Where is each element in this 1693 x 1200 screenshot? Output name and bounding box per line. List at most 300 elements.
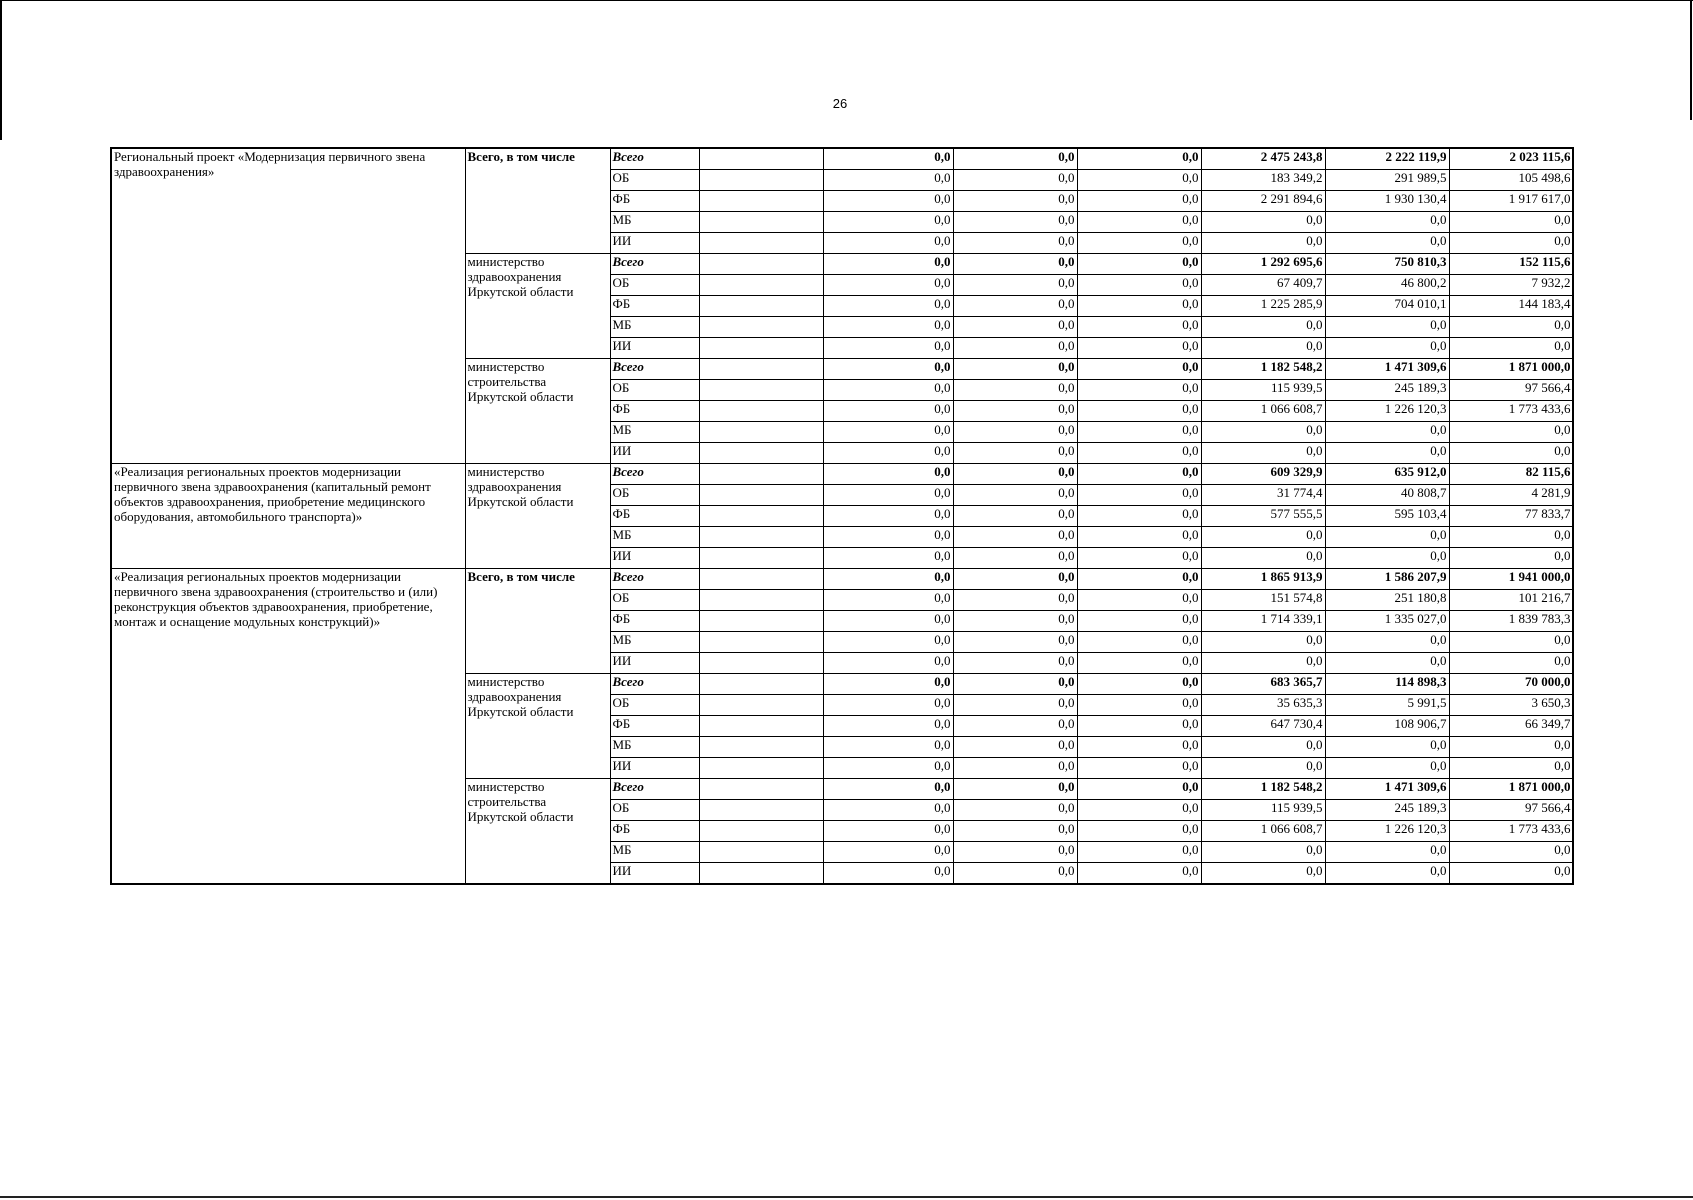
value-cell: 0,0 xyxy=(823,212,953,233)
value-cell: 152 115,6 xyxy=(1449,254,1573,275)
empty-cell xyxy=(699,191,823,212)
value-cell: 0,0 xyxy=(1325,338,1449,359)
value-cell: 0,0 xyxy=(1077,275,1201,296)
value-cell: 1 714 339,1 xyxy=(1201,611,1325,632)
executor-cell: министерство здравоохранения Иркутской области xyxy=(465,254,610,359)
value-cell: 0,0 xyxy=(1201,863,1325,885)
value-cell: 0,0 xyxy=(1325,863,1449,885)
value-cell: 0,0 xyxy=(823,359,953,380)
value-cell: 151 574,8 xyxy=(1201,590,1325,611)
value-cell: 0,0 xyxy=(1449,863,1573,885)
value-cell: 0,0 xyxy=(1325,758,1449,779)
empty-cell xyxy=(699,317,823,338)
table-body xyxy=(111,148,1573,884)
value-cell: 251 180,8 xyxy=(1325,590,1449,611)
value-cell: 0,0 xyxy=(953,527,1077,548)
value-cell: 750 810,3 xyxy=(1325,254,1449,275)
empty-cell xyxy=(699,758,823,779)
value-cell: 0,0 xyxy=(1449,632,1573,653)
value-cell: 0,0 xyxy=(823,296,953,317)
value-cell: 0,0 xyxy=(953,401,1077,422)
source-type-cell: ОБ xyxy=(610,590,699,611)
project-name-cell: Региональный проект «Модернизация первичного звена здравоохранения» xyxy=(111,148,465,464)
value-cell: 0,0 xyxy=(1449,443,1573,464)
value-cell: 595 103,4 xyxy=(1325,506,1449,527)
value-cell: 183 349,2 xyxy=(1201,170,1325,191)
value-cell: 115 939,5 xyxy=(1201,800,1325,821)
source-type-cell: МБ xyxy=(610,317,699,338)
value-cell: 0,0 xyxy=(1325,233,1449,254)
value-cell: 1 917 617,0 xyxy=(1449,191,1573,212)
value-cell: 609 329,9 xyxy=(1201,464,1325,485)
page-number: 26 xyxy=(832,96,848,111)
executor-cell: министерство здравоохранения Иркутской области xyxy=(465,674,610,779)
value-cell: 115 939,5 xyxy=(1201,380,1325,401)
source-type-cell: ОБ xyxy=(610,800,699,821)
value-cell: 291 989,5 xyxy=(1325,170,1449,191)
value-cell: 0,0 xyxy=(823,317,953,338)
value-cell: 0,0 xyxy=(953,485,1077,506)
executor-cell: Всего, в том числе xyxy=(465,148,610,254)
source-type-cell: ИИ xyxy=(610,233,699,254)
value-cell: 0,0 xyxy=(1077,464,1201,485)
value-cell: 0,0 xyxy=(1077,338,1201,359)
empty-cell xyxy=(699,821,823,842)
empty-cell xyxy=(699,737,823,758)
value-cell: 0,0 xyxy=(1077,758,1201,779)
value-cell: 0,0 xyxy=(1449,737,1573,758)
executor-cell: министерство здравоохранения Иркутской области xyxy=(465,464,610,569)
empty-cell xyxy=(699,674,823,695)
empty-cell xyxy=(699,863,823,885)
value-cell: 1 066 608,7 xyxy=(1201,821,1325,842)
value-cell: 0,0 xyxy=(823,443,953,464)
value-cell: 2 222 119,9 xyxy=(1325,148,1449,170)
value-cell: 0,0 xyxy=(823,674,953,695)
value-cell: 0,0 xyxy=(823,569,953,590)
value-cell: 0,0 xyxy=(1325,527,1449,548)
source-type-cell: ИИ xyxy=(610,443,699,464)
value-cell: 0,0 xyxy=(953,464,1077,485)
value-cell: 0,0 xyxy=(1325,737,1449,758)
value-cell: 0,0 xyxy=(823,611,953,632)
value-cell: 0,0 xyxy=(953,254,1077,275)
scan-right-mark xyxy=(1690,0,1692,120)
value-cell: 0,0 xyxy=(1077,863,1201,885)
table-row xyxy=(111,464,1573,485)
value-cell: 0,0 xyxy=(823,779,953,800)
value-cell: 1 182 548,2 xyxy=(1201,779,1325,800)
value-cell: 0,0 xyxy=(953,338,1077,359)
value-cell: 0,0 xyxy=(953,506,1077,527)
value-cell: 0,0 xyxy=(1077,548,1201,569)
value-cell: 0,0 xyxy=(823,233,953,254)
value-cell: 704 010,1 xyxy=(1325,296,1449,317)
empty-cell xyxy=(699,401,823,422)
value-cell: 2 291 894,6 xyxy=(1201,191,1325,212)
value-cell: 1 941 000,0 xyxy=(1449,569,1573,590)
value-cell: 144 183,4 xyxy=(1449,296,1573,317)
value-cell: 0,0 xyxy=(823,758,953,779)
value-cell: 0,0 xyxy=(953,842,1077,863)
executor-cell: Всего, в том числе xyxy=(465,569,610,674)
source-type-cell: ИИ xyxy=(610,758,699,779)
value-cell: 0,0 xyxy=(823,548,953,569)
value-cell: 0,0 xyxy=(1449,527,1573,548)
empty-cell xyxy=(699,338,823,359)
value-cell: 0,0 xyxy=(1325,653,1449,674)
value-cell: 0,0 xyxy=(1077,148,1201,170)
value-cell: 67 409,7 xyxy=(1201,275,1325,296)
value-cell: 0,0 xyxy=(823,821,953,842)
value-cell: 0,0 xyxy=(1077,296,1201,317)
value-cell: 101 216,7 xyxy=(1449,590,1573,611)
value-cell: 0,0 xyxy=(953,148,1077,170)
source-type-cell: МБ xyxy=(610,527,699,548)
value-cell: 0,0 xyxy=(1449,233,1573,254)
value-cell: 0,0 xyxy=(823,863,953,885)
value-cell: 0,0 xyxy=(1201,653,1325,674)
value-cell: 0,0 xyxy=(823,170,953,191)
empty-cell xyxy=(699,464,823,485)
value-cell: 0,0 xyxy=(1201,443,1325,464)
project-name-cell: «Реализация региональных проектов модернизации первичного звена здравоохранения (строительство и (или) реконструкция объектов здравоохранения, приобретение, монтаж и оснащение модульных конструкций)» xyxy=(111,569,465,885)
value-cell: 1 226 120,3 xyxy=(1325,401,1449,422)
value-cell: 0,0 xyxy=(953,317,1077,338)
value-cell: 0,0 xyxy=(1077,842,1201,863)
source-type-cell: ФБ xyxy=(610,716,699,737)
value-cell: 0,0 xyxy=(1201,842,1325,863)
value-cell: 0,0 xyxy=(1449,842,1573,863)
source-type-cell: ФБ xyxy=(610,506,699,527)
source-type-cell: ИИ xyxy=(610,548,699,569)
value-cell: 0,0 xyxy=(1077,401,1201,422)
value-cell: 1 182 548,2 xyxy=(1201,359,1325,380)
value-cell: 0,0 xyxy=(1449,548,1573,569)
value-cell: 1 471 309,6 xyxy=(1325,779,1449,800)
scan-left-mark xyxy=(0,0,2,140)
empty-cell xyxy=(699,653,823,674)
source-type-cell: ИИ xyxy=(610,863,699,885)
value-cell: 0,0 xyxy=(953,590,1077,611)
value-cell: 0,0 xyxy=(1325,422,1449,443)
value-cell: 77 833,7 xyxy=(1449,506,1573,527)
value-cell: 0,0 xyxy=(1077,569,1201,590)
value-cell: 105 498,6 xyxy=(1449,170,1573,191)
value-cell: 0,0 xyxy=(823,695,953,716)
value-cell: 0,0 xyxy=(1201,527,1325,548)
value-cell: 0,0 xyxy=(953,380,1077,401)
source-type-cell: Всего xyxy=(610,674,699,695)
value-cell: 0,0 xyxy=(823,842,953,863)
value-cell: 2 023 115,6 xyxy=(1449,148,1573,170)
value-cell: 0,0 xyxy=(953,443,1077,464)
value-cell: 66 349,7 xyxy=(1449,716,1573,737)
empty-cell xyxy=(699,254,823,275)
value-cell: 0,0 xyxy=(1077,485,1201,506)
value-cell: 0,0 xyxy=(1201,548,1325,569)
executor-cell: министерство строительства Иркутской области xyxy=(465,779,610,885)
value-cell: 0,0 xyxy=(953,569,1077,590)
value-cell: 1 586 207,9 xyxy=(1325,569,1449,590)
executor-cell: министерство строительства Иркутской области xyxy=(465,359,610,464)
value-cell: 0,0 xyxy=(953,758,1077,779)
empty-cell xyxy=(699,611,823,632)
value-cell: 0,0 xyxy=(823,338,953,359)
value-cell: 0,0 xyxy=(953,863,1077,885)
value-cell: 0,0 xyxy=(1201,422,1325,443)
value-cell: 0,0 xyxy=(953,737,1077,758)
value-cell: 0,0 xyxy=(823,632,953,653)
empty-cell xyxy=(699,800,823,821)
value-cell: 0,0 xyxy=(1201,233,1325,254)
source-type-cell: Всего xyxy=(610,254,699,275)
value-cell: 0,0 xyxy=(1449,317,1573,338)
source-type-cell: ИИ xyxy=(610,653,699,674)
empty-cell xyxy=(699,148,823,170)
scan-top-border xyxy=(0,0,1693,1)
value-cell: 0,0 xyxy=(953,548,1077,569)
value-cell: 0,0 xyxy=(1077,632,1201,653)
value-cell: 0,0 xyxy=(823,254,953,275)
value-cell: 0,0 xyxy=(953,674,1077,695)
empty-cell xyxy=(699,422,823,443)
value-cell: 0,0 xyxy=(1325,548,1449,569)
value-cell: 635 912,0 xyxy=(1325,464,1449,485)
budget-table xyxy=(110,147,1574,885)
value-cell: 0,0 xyxy=(1325,443,1449,464)
value-cell: 1 773 433,6 xyxy=(1449,401,1573,422)
value-cell: 0,0 xyxy=(1077,191,1201,212)
value-cell: 0,0 xyxy=(1201,212,1325,233)
value-cell: 0,0 xyxy=(823,275,953,296)
value-cell: 97 566,4 xyxy=(1449,800,1573,821)
empty-cell xyxy=(699,527,823,548)
value-cell: 1 335 027,0 xyxy=(1325,611,1449,632)
source-type-cell: Всего xyxy=(610,464,699,485)
source-type-cell: МБ xyxy=(610,737,699,758)
value-cell: 0,0 xyxy=(953,170,1077,191)
value-cell: 1 839 783,3 xyxy=(1449,611,1573,632)
value-cell: 0,0 xyxy=(953,821,1077,842)
value-cell: 0,0 xyxy=(823,148,953,170)
value-cell: 0,0 xyxy=(1077,233,1201,254)
value-cell: 0,0 xyxy=(1077,653,1201,674)
empty-cell xyxy=(699,695,823,716)
value-cell: 0,0 xyxy=(1449,422,1573,443)
empty-cell xyxy=(699,506,823,527)
value-cell: 1 471 309,6 xyxy=(1325,359,1449,380)
value-cell: 1 292 695,6 xyxy=(1201,254,1325,275)
value-cell: 0,0 xyxy=(823,464,953,485)
value-cell: 0,0 xyxy=(823,485,953,506)
empty-cell xyxy=(699,716,823,737)
value-cell: 0,0 xyxy=(1201,317,1325,338)
value-cell: 0,0 xyxy=(1077,443,1201,464)
value-cell: 577 555,5 xyxy=(1201,506,1325,527)
value-cell: 0,0 xyxy=(1077,380,1201,401)
scan-bottom-border xyxy=(0,1196,1693,1198)
value-cell: 0,0 xyxy=(953,632,1077,653)
value-cell: 46 800,2 xyxy=(1325,275,1449,296)
value-cell: 114 898,3 xyxy=(1325,674,1449,695)
empty-cell xyxy=(699,296,823,317)
source-type-cell: ФБ xyxy=(610,611,699,632)
source-type-cell: ФБ xyxy=(610,821,699,842)
source-type-cell: ФБ xyxy=(610,191,699,212)
value-cell: 0,0 xyxy=(1077,674,1201,695)
value-cell: 0,0 xyxy=(953,695,1077,716)
value-cell: 0,0 xyxy=(1325,632,1449,653)
empty-cell xyxy=(699,569,823,590)
value-cell: 0,0 xyxy=(1201,338,1325,359)
value-cell: 0,0 xyxy=(823,800,953,821)
value-cell: 0,0 xyxy=(1077,779,1201,800)
source-type-cell: Всего xyxy=(610,779,699,800)
value-cell: 683 365,7 xyxy=(1201,674,1325,695)
value-cell: 0,0 xyxy=(953,191,1077,212)
source-type-cell: Всего xyxy=(610,359,699,380)
value-cell: 0,0 xyxy=(1077,359,1201,380)
value-cell: 0,0 xyxy=(1077,695,1201,716)
value-cell: 0,0 xyxy=(953,296,1077,317)
value-cell: 82 115,6 xyxy=(1449,464,1573,485)
value-cell: 31 774,4 xyxy=(1201,485,1325,506)
value-cell: 1 066 608,7 xyxy=(1201,401,1325,422)
value-cell: 0,0 xyxy=(1325,842,1449,863)
value-cell: 97 566,4 xyxy=(1449,380,1573,401)
value-cell: 0,0 xyxy=(1449,338,1573,359)
source-type-cell: МБ xyxy=(610,632,699,653)
value-cell: 0,0 xyxy=(1077,611,1201,632)
empty-cell xyxy=(699,212,823,233)
value-cell: 0,0 xyxy=(823,422,953,443)
value-cell: 0,0 xyxy=(1449,758,1573,779)
empty-cell xyxy=(699,842,823,863)
value-cell: 0,0 xyxy=(823,716,953,737)
source-type-cell: Всего xyxy=(610,148,699,170)
value-cell: 7 932,2 xyxy=(1449,275,1573,296)
value-cell: 5 991,5 xyxy=(1325,695,1449,716)
source-type-cell: МБ xyxy=(610,422,699,443)
empty-cell xyxy=(699,548,823,569)
value-cell: 0,0 xyxy=(1077,317,1201,338)
value-cell: 0,0 xyxy=(953,422,1077,443)
value-cell: 1 871 000,0 xyxy=(1449,779,1573,800)
source-type-cell: Всего xyxy=(610,569,699,590)
source-type-cell: МБ xyxy=(610,212,699,233)
value-cell: 0,0 xyxy=(1077,737,1201,758)
value-cell: 4 281,9 xyxy=(1449,485,1573,506)
source-type-cell: ОБ xyxy=(610,170,699,191)
value-cell: 0,0 xyxy=(1077,800,1201,821)
value-cell: 0,0 xyxy=(1325,317,1449,338)
source-type-cell: ОБ xyxy=(610,275,699,296)
value-cell: 0,0 xyxy=(823,506,953,527)
value-cell: 0,0 xyxy=(1077,821,1201,842)
value-cell: 108 906,7 xyxy=(1325,716,1449,737)
value-cell: 0,0 xyxy=(953,212,1077,233)
value-cell: 0,0 xyxy=(953,653,1077,674)
value-cell: 0,0 xyxy=(953,779,1077,800)
empty-cell xyxy=(699,380,823,401)
value-cell: 0,0 xyxy=(1449,212,1573,233)
value-cell: 0,0 xyxy=(1201,758,1325,779)
value-cell: 1 773 433,6 xyxy=(1449,821,1573,842)
value-cell: 0,0 xyxy=(823,380,953,401)
value-cell: 40 808,7 xyxy=(1325,485,1449,506)
value-cell: 0,0 xyxy=(953,611,1077,632)
value-cell: 70 000,0 xyxy=(1449,674,1573,695)
value-cell: 0,0 xyxy=(1077,716,1201,737)
value-cell: 0,0 xyxy=(823,191,953,212)
value-cell: 0,0 xyxy=(953,800,1077,821)
source-type-cell: МБ xyxy=(610,842,699,863)
value-cell: 1 225 285,9 xyxy=(1201,296,1325,317)
empty-cell xyxy=(699,779,823,800)
source-type-cell: ФБ xyxy=(610,401,699,422)
value-cell: 3 650,3 xyxy=(1449,695,1573,716)
value-cell: 0,0 xyxy=(1077,422,1201,443)
source-type-cell: ОБ xyxy=(610,695,699,716)
value-cell: 0,0 xyxy=(823,590,953,611)
value-cell: 0,0 xyxy=(1077,590,1201,611)
value-cell: 1 226 120,3 xyxy=(1325,821,1449,842)
value-cell: 2 475 243,8 xyxy=(1201,148,1325,170)
empty-cell xyxy=(699,359,823,380)
value-cell: 0,0 xyxy=(1077,527,1201,548)
value-cell: 0,0 xyxy=(1201,632,1325,653)
value-cell: 0,0 xyxy=(1077,170,1201,191)
empty-cell xyxy=(699,485,823,506)
value-cell: 0,0 xyxy=(1325,212,1449,233)
source-type-cell: ИИ xyxy=(610,338,699,359)
value-cell: 0,0 xyxy=(1077,212,1201,233)
value-cell: 1 930 130,4 xyxy=(1325,191,1449,212)
value-cell: 1 871 000,0 xyxy=(1449,359,1573,380)
value-cell: 1 865 913,9 xyxy=(1201,569,1325,590)
table-row xyxy=(111,148,1573,170)
value-cell: 0,0 xyxy=(1201,737,1325,758)
empty-cell xyxy=(699,443,823,464)
empty-cell xyxy=(699,233,823,254)
value-cell: 0,0 xyxy=(953,233,1077,254)
value-cell: 0,0 xyxy=(1449,653,1573,674)
value-cell: 245 189,3 xyxy=(1325,380,1449,401)
empty-cell xyxy=(699,170,823,191)
value-cell: 0,0 xyxy=(953,359,1077,380)
value-cell: 0,0 xyxy=(953,275,1077,296)
project-name-cell: «Реализация региональных проектов модернизации первичного звена здравоохранения (капитальный ремонт объектов здравоохранения, приобретение медицинского оборудования, автомобильного транспорта)» xyxy=(111,464,465,569)
value-cell: 0,0 xyxy=(1077,254,1201,275)
value-cell: 0,0 xyxy=(823,653,953,674)
empty-cell xyxy=(699,275,823,296)
source-type-cell: ФБ xyxy=(610,296,699,317)
value-cell: 0,0 xyxy=(823,527,953,548)
empty-cell xyxy=(699,632,823,653)
value-cell: 0,0 xyxy=(823,737,953,758)
value-cell: 35 635,3 xyxy=(1201,695,1325,716)
empty-cell xyxy=(699,590,823,611)
value-cell: 0,0 xyxy=(953,716,1077,737)
value-cell: 245 189,3 xyxy=(1325,800,1449,821)
source-type-cell: ОБ xyxy=(610,485,699,506)
source-type-cell: ОБ xyxy=(610,380,699,401)
value-cell: 0,0 xyxy=(1077,506,1201,527)
value-cell: 647 730,4 xyxy=(1201,716,1325,737)
value-cell: 0,0 xyxy=(823,401,953,422)
table-row xyxy=(111,569,1573,590)
